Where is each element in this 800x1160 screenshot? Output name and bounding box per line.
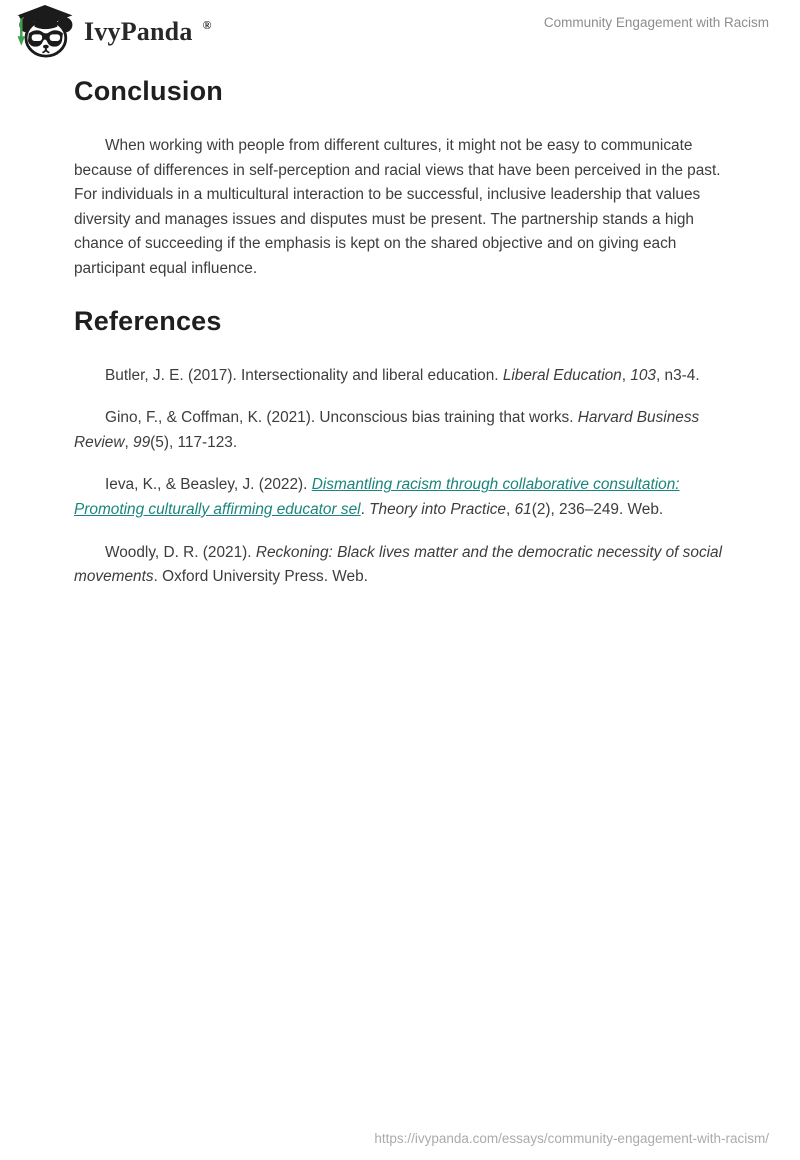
reference-text-segment: Theory into Practice	[369, 500, 506, 518]
reference-text-segment: 99	[133, 433, 151, 451]
reference-text-segment: ,	[506, 500, 515, 518]
reference-text-segment: Woodly, D. R. (2021).	[105, 543, 256, 561]
logo-wordmark: IvyPanda	[84, 16, 193, 46]
document-body	[74, 75, 728, 608]
reference-text-segment: ,	[124, 433, 134, 451]
reference-text-segment: Liberal Education	[502, 366, 622, 384]
registered-trademark-mark: ®	[202, 18, 212, 32]
reference-text-segment: (5), 117-123.	[150, 433, 238, 451]
reference-item	[74, 406, 728, 455]
reference-text-segment: ,	[621, 366, 631, 384]
reference-text-segment: (2), 236–249. Web.	[531, 500, 664, 518]
reference-text-segment: 103	[630, 366, 656, 384]
conclusion-paragraph: When working with people from different cultures, it might not be easy to communicate because of differences in self-perception and racial views that have been perceived in the past. For individuals in a multicultural interaction to be successful, inclusive leadership that values diversity and manages issues and disputes must be present. The partnership stands a high chance of succeeding if the emphasis is kept on the shared objective and on giving each participant equal influence.	[74, 137, 721, 277]
reference-text-segment: Ieva, K., & Beasley, J. (2022).	[105, 476, 312, 494]
panda-graduation-cap-icon	[13, 5, 75, 58]
reference-text-segment: .	[360, 500, 370, 518]
references-list	[74, 364, 728, 590]
reference-item	[74, 541, 728, 590]
reference-item	[74, 473, 728, 522]
reference-text-segment: Harvard Business Review	[74, 409, 700, 451]
conclusion-heading: Conclusion	[74, 76, 223, 106]
document-header-title: Community Engagement with Racism	[543, 15, 769, 30]
reference-text-segment: Gino, F., & Coffman, K. (2021). Unconscious bias training that works.	[105, 409, 578, 427]
reference-text-segment: 61	[514, 500, 532, 518]
reference-text-segment: . Oxford University Press. Web.	[153, 568, 368, 586]
reference-link[interactable]: Dismantling racism through collaborative consultation: Promoting culturally affirming educator sel	[74, 476, 680, 518]
reference-text-segment: Butler, J. E. (2017). Intersectionality and liberal education.	[105, 366, 503, 384]
reference-text-segment: Reckoning: Black lives matter and the democratic necessity of social movements	[74, 543, 723, 586]
reference-text-segment: , n3-4.	[656, 366, 700, 384]
references-heading: References	[74, 305, 222, 336]
ivypanda-logo	[13, 5, 211, 58]
footer-source-url: https://ivypanda.com/essays/community-engagement-with-racism/	[374, 1131, 769, 1146]
reference-item	[74, 364, 728, 389]
